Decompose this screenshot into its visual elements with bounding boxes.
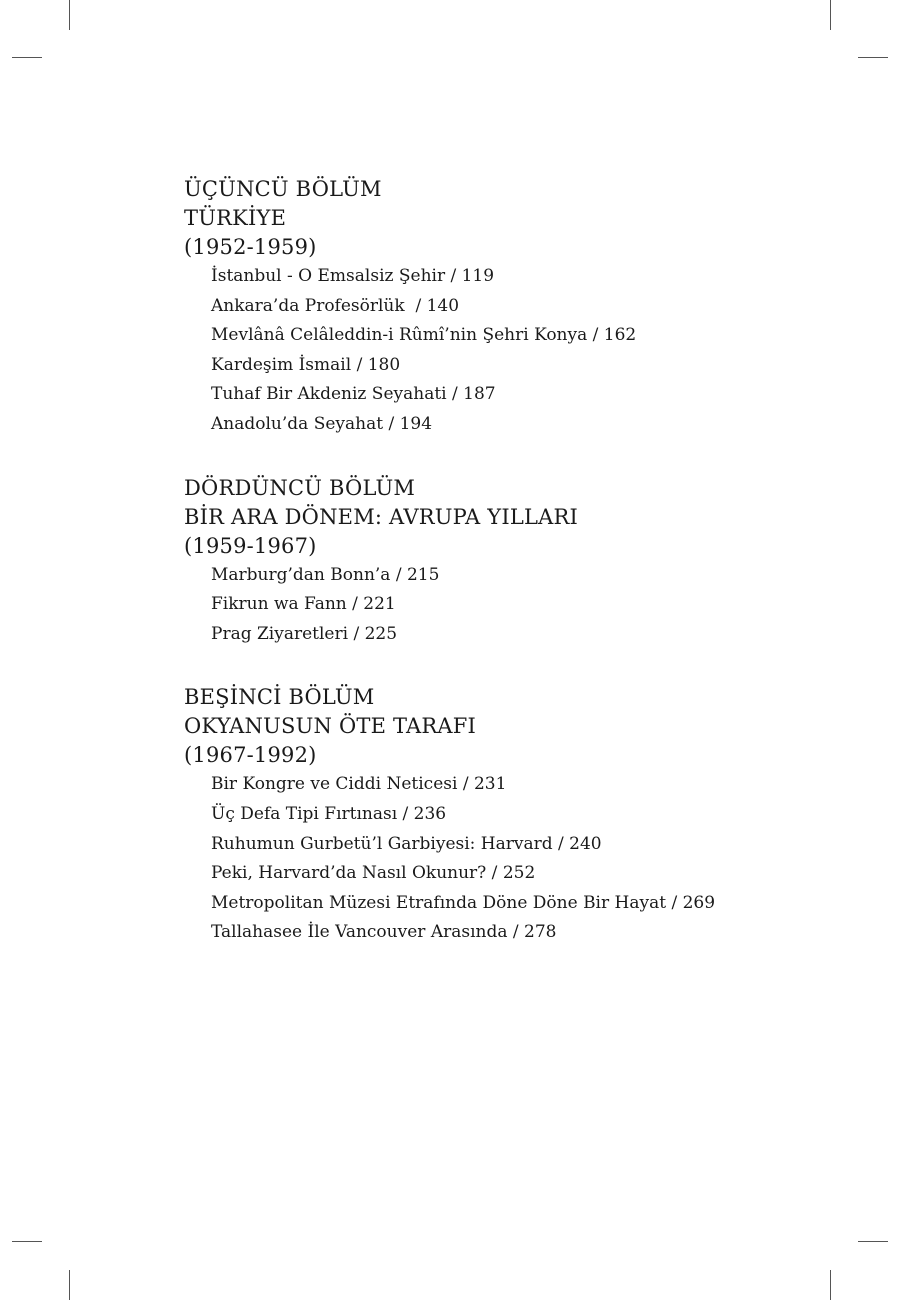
- chapter-label: DÖRDÜNCÜ BÖLÜM: [184, 475, 416, 500]
- chapter-title: BİR ARA DÖNEM: AVRUPA YILLARI: [184, 504, 579, 529]
- section-dorduncu-bolum: [184, 474, 864, 650]
- toc-entry: Kardeşim İsmail / 180: [211, 354, 401, 375]
- toc-entry: Mevlânâ Celâleddin-i Rûmî’nin Şehri Konya / 162: [211, 325, 637, 346]
- crop-mark-bottom-left-vertical: [69, 1270, 70, 1300]
- entry-list: [184, 770, 864, 948]
- section-ucuncu-bolum: [184, 175, 864, 440]
- chapter-label: ÜÇÜNCÜ BÖLÜM: [184, 177, 382, 201]
- section-besinci-bolum: [184, 683, 864, 948]
- toc-entry: İstanbul - O Emsalsiz Şehir / 119: [211, 266, 495, 286]
- chapter-years: (1952-1959): [184, 235, 317, 259]
- crop-mark-bottom-right-horizontal: [858, 1241, 888, 1242]
- crop-mark-top-right-vertical: [830, 0, 831, 30]
- chapter-years: (1959-1967): [184, 533, 317, 558]
- toc-entry: Bir Kongre ve Ciddi Neticesi / 231: [211, 774, 507, 795]
- crop-mark-top-right-horizontal: [858, 57, 888, 58]
- crop-mark-top-left-horizontal: [12, 57, 42, 58]
- toc-entry: Prag Ziyaretleri / 225: [211, 623, 398, 644]
- crop-mark-bottom-right-vertical: [830, 1270, 831, 1300]
- chapter-label: BEŞİNCİ BÖLÜM: [184, 685, 375, 710]
- table-of-contents: [184, 175, 864, 982]
- entry-list: [184, 561, 864, 650]
- entry-list: [184, 262, 864, 440]
- toc-entry: Üç Defa Tipi Fırtınası / 236: [211, 803, 447, 824]
- toc-entry: Marburg’dan Bonn’a / 215: [211, 564, 440, 585]
- crop-mark-top-left-vertical: [69, 0, 70, 30]
- chapter-title: OKYANUSUN ÖTE TARAFI: [184, 714, 477, 739]
- toc-entry: Peki, Harvard’da Nasıl Okunur? / 252: [211, 863, 536, 884]
- crop-mark-bottom-left-horizontal: [12, 1241, 42, 1242]
- toc-entry: Tuhaf Bir Akdeniz Seyahati / 187: [211, 384, 496, 405]
- toc-entry: Metropolitan Müzesi Etrafında Döne Döne Bir Hayat / 269: [211, 892, 716, 913]
- toc-entry: Anadolu’da Seyahat / 194: [211, 413, 433, 434]
- chapter-years: (1967-1992): [184, 743, 317, 768]
- toc-entry: Ankara’da Profesörlük / 140: [211, 295, 460, 316]
- toc-entry: Ruhumun Gurbetü’l Garbiyesi: Harvard / 240: [211, 833, 602, 854]
- chapter-title: TÜRKİYE: [184, 206, 287, 230]
- toc-entry: Fikrun wa Fann / 221: [211, 594, 396, 615]
- toc-entry: Tallahasee İle Vancouver Arasında / 278: [211, 922, 557, 943]
